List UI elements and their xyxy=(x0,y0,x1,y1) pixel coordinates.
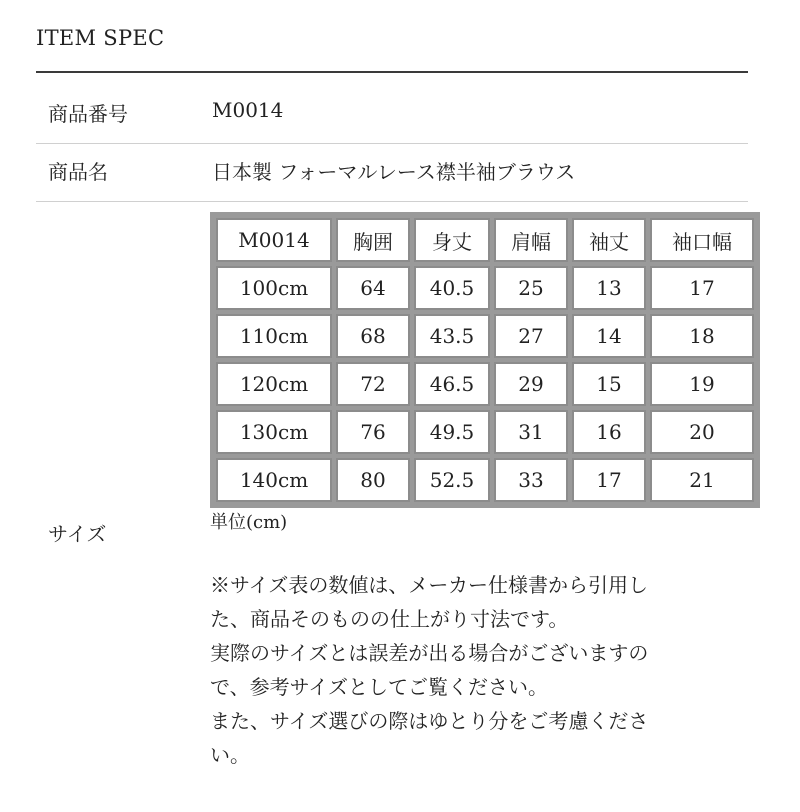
size-table-cell: 14 xyxy=(572,314,646,358)
size-table-cell: 130cm xyxy=(216,410,332,454)
size-table-cell: 76 xyxy=(336,410,410,454)
row-divider xyxy=(36,201,748,202)
size-table-header-cell: 胸囲 xyxy=(336,218,410,262)
size-table-cell: 120cm xyxy=(216,362,332,406)
spec-label-size: サイズ xyxy=(48,522,107,546)
size-table-cell: 13 xyxy=(572,266,646,310)
size-note xyxy=(210,568,730,772)
row-divider xyxy=(36,143,748,144)
size-table-cell: 18 xyxy=(650,314,754,358)
size-table-cell: 33 xyxy=(494,458,568,502)
size-table-cell: 25 xyxy=(494,266,568,310)
size-table-cell: 64 xyxy=(336,266,410,310)
size-table-cell: 19 xyxy=(650,362,754,406)
size-table-cell: 17 xyxy=(650,266,754,310)
size-table-cell: 52.5 xyxy=(414,458,490,502)
size-note-line: ※サイズ表の数値は、メーカー仕様書から引用し xyxy=(210,573,648,597)
size-note-line: また、サイズ選びの際はゆとり分をご考慮くださ xyxy=(210,709,649,733)
size-table-row xyxy=(216,266,754,310)
size-table-cell: 49.5 xyxy=(414,410,490,454)
size-table-cell: 20 xyxy=(650,410,754,454)
size-table-cell: 17 xyxy=(572,458,646,502)
size-table-header-cell: 袖丈 xyxy=(572,218,646,262)
size-table-cell: 110cm xyxy=(216,314,332,358)
spec-value-product-name: 日本製 フォーマルレース襟半袖ブラウス xyxy=(212,160,576,184)
size-table-cell: 27 xyxy=(494,314,568,358)
spec-label-product-number: 商品番号 xyxy=(48,102,128,126)
size-table-header-cell: 肩幅 xyxy=(494,218,568,262)
size-table-cell: 100cm xyxy=(216,266,332,310)
size-table-row xyxy=(216,410,754,454)
size-table xyxy=(210,212,760,508)
size-note-line: 実際のサイズとは誤差が出る場合がございますの xyxy=(210,641,649,665)
size-note-line: た、商品そのものの仕上がり寸法です。 xyxy=(210,607,569,631)
size-table-cell: 40.5 xyxy=(414,266,490,310)
size-table-header-row xyxy=(216,218,754,262)
spec-value-product-number: M0014 xyxy=(212,98,284,122)
size-table-cell: 80 xyxy=(336,458,410,502)
size-table-row xyxy=(216,362,754,406)
size-table-cell: 140cm xyxy=(216,458,332,502)
size-table-header-cell: M0014 xyxy=(216,218,332,262)
size-table-cell: 16 xyxy=(572,410,646,454)
size-table-cell: 68 xyxy=(336,314,410,358)
size-table-row xyxy=(216,458,754,502)
size-note-line: で、参考サイズとしてご覧ください。 xyxy=(210,675,548,699)
spec-label-product-name: 商品名 xyxy=(48,160,108,184)
size-table-header-cell: 袖口幅 xyxy=(650,218,754,262)
page-title: ITEM SPEC xyxy=(36,26,165,50)
size-table-cell: 46.5 xyxy=(414,362,490,406)
size-table-cell: 21 xyxy=(650,458,754,502)
title-divider xyxy=(36,71,748,73)
size-table-cell: 43.5 xyxy=(414,314,490,358)
size-note-line: い。 xyxy=(210,743,250,767)
size-table-cell: 29 xyxy=(494,362,568,406)
size-table-header-cell: 身丈 xyxy=(414,218,490,262)
size-table-cell: 31 xyxy=(494,410,568,454)
size-table-cell: 72 xyxy=(336,362,410,406)
size-table-unit: 単位(cm) xyxy=(210,512,288,533)
size-table-row xyxy=(216,314,754,358)
size-table-cell: 15 xyxy=(572,362,646,406)
